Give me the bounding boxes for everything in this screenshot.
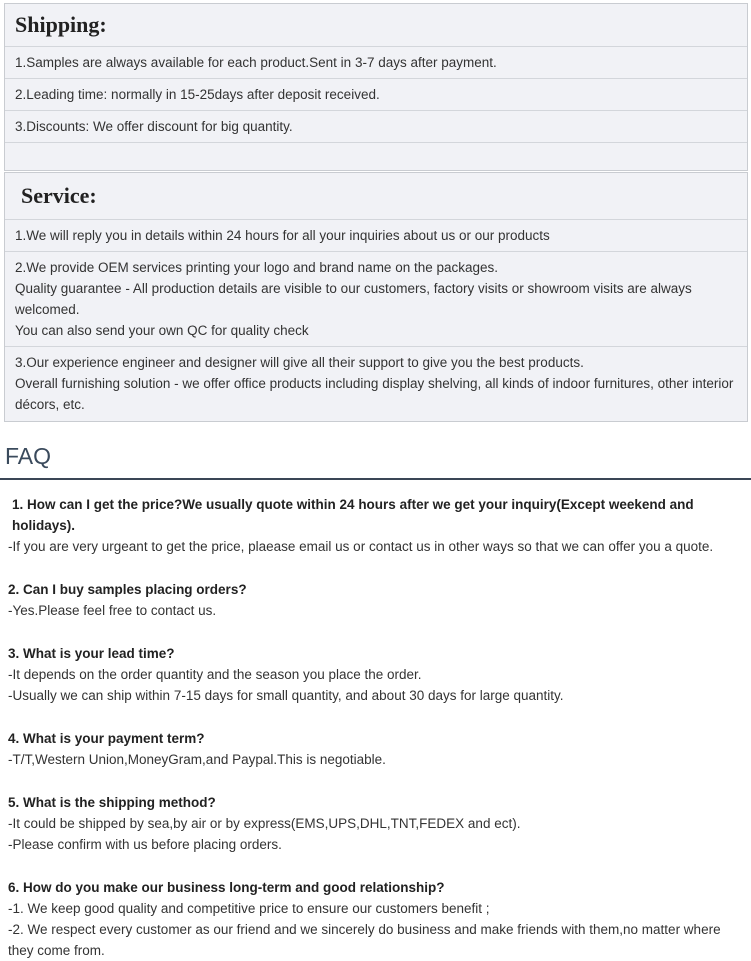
faq-answer: -T/T,Western Union,MoneyGram,and Paypal.This is negotiable.: [8, 752, 386, 767]
service-title: Service:: [21, 183, 97, 208]
service-line: Overall furnishing solution - we offer office products including display shelving, all kinds of indoor furnitures, other interior décors, etc.: [15, 376, 734, 412]
faq-question: 6. How do you make our business long-term and good relationship?: [8, 880, 445, 895]
faq-answer: -Usually we can ship within 7-15 days for small quantity, and about 30 days for large quantity.: [8, 688, 564, 703]
faq-question: 4. What is your payment term?: [8, 731, 205, 746]
faq-question: 5. What is the shipping method?: [8, 795, 216, 810]
faq-question: 1. How can I get the price?We usually quote within 24 hours after we get your inquiry(Except weekend and holidays).: [12, 497, 694, 533]
faq-answer: -Yes.Please feel free to contact us.: [8, 603, 217, 618]
faq-question: 3. What is your lead time?: [8, 646, 175, 661]
faq-item: [8, 494, 748, 557]
faq-title: FAQ: [5, 443, 52, 469]
service-panel: [4, 172, 748, 422]
shipping-title: Shipping:: [15, 12, 107, 37]
shipping-item: 3.Discounts: We offer discount for big quantity.: [5, 110, 747, 142]
shipping-item: 1.Samples are always available for each product.Sent in 3-7 days after payment.: [5, 46, 747, 78]
faq-item: [8, 579, 748, 621]
service-line: Quality guarantee - All production details are visible to our customers, factory visits or showroom visits are always welcomed.: [15, 281, 692, 317]
faq-list: [8, 494, 748, 961]
service-line: You can also send your own QC for quality check: [15, 323, 309, 338]
faq-item: [8, 728, 748, 770]
service-item: [5, 251, 747, 346]
service-item: 1.We will reply you in details within 24 hours for all your inquiries about us or our products: [5, 219, 747, 251]
service-item: [5, 346, 747, 421]
faq-question: 2. Can I buy samples placing orders?: [8, 582, 247, 597]
faq-item: [8, 643, 748, 706]
service-line: 2.We provide OEM services printing your logo and brand name on the packages.: [15, 260, 499, 275]
faq-item: [8, 877, 748, 961]
faq-answer: -It could be shipped by sea,by air or by express(EMS,UPS,DHL,TNT,FEDEX and ect).: [8, 816, 521, 831]
shipping-empty-row: [5, 142, 747, 170]
service-line: 3.Our experience engineer and designer will give all their support to give you the best products.: [15, 355, 584, 370]
faq-answer: -2. We respect every customer as our friend and we sincerely do business and make friends with them,no matter where they come from.: [8, 922, 721, 958]
faq-answer: -It depends on the order quantity and the season you place the order.: [8, 667, 422, 682]
shipping-panel: [4, 3, 748, 171]
shipping-item: 2.Leading time: normally in 15-25days after deposit received.: [5, 78, 747, 110]
faq-answer: -Please confirm with us before placing orders.: [8, 837, 282, 852]
faq-answer: -1. We keep good quality and competitive price to ensure our customers benefit ;: [8, 901, 490, 916]
faq-item: [8, 792, 748, 855]
faq-divider: [0, 478, 751, 480]
faq-answer: -If you are very urgeant to get the price, plaease email us or contact us in other ways so that we can offer you a quote.: [8, 539, 714, 554]
